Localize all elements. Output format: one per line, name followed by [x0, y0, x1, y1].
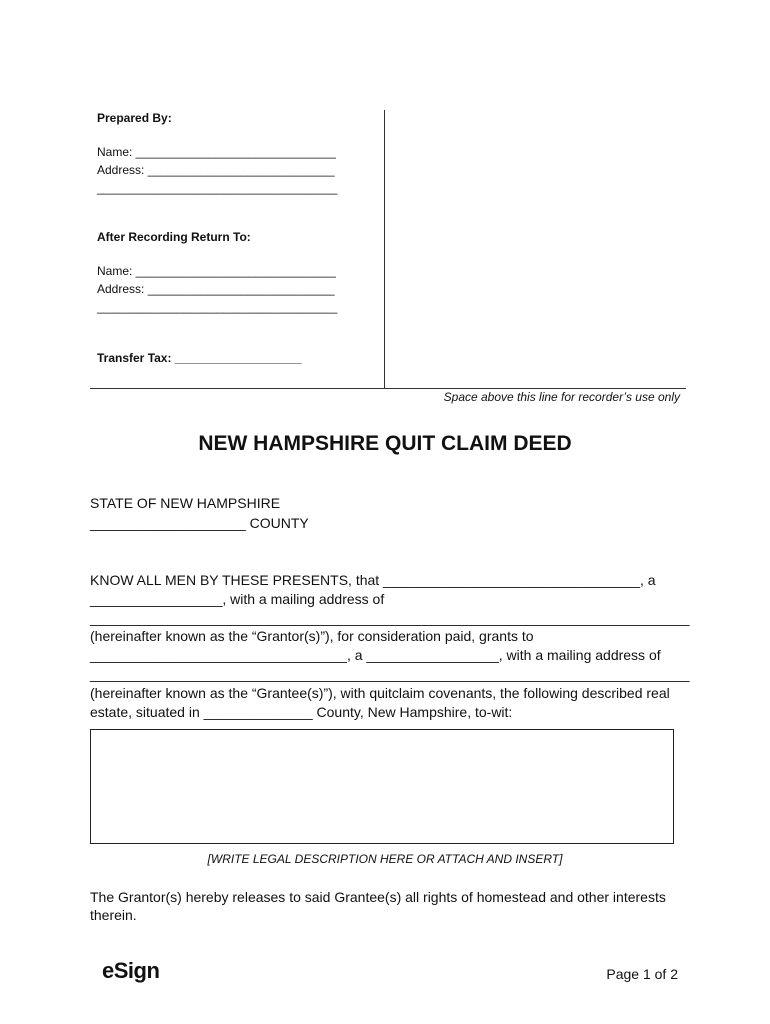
para-line: _________________________________, a _________________, with a mailing address of — [90, 647, 661, 663]
para-line: (hereinafter known as the “Grantee(s)”), with quitclaim covenants, the following described real — [90, 685, 670, 701]
para-line: (hereinafter known as the “Grantor(s)”), for consideration paid, grants to — [90, 628, 534, 644]
return-to-label: After Recording Return To: — [97, 230, 251, 244]
para-line: estate, situated in ______________ County, New Hampshire, to-wit: — [90, 704, 513, 720]
prepared-name-field[interactable]: Name: ______________________________ — [97, 145, 336, 159]
para-line: _________________, with a mailing address of — [90, 591, 385, 607]
release-line: therein. — [90, 907, 137, 923]
para-line: _____________________________________________________________________________ — [90, 666, 690, 682]
para-line: _____________________________________________________________________________ — [90, 610, 690, 626]
return-name-field[interactable]: Name: ______________________________ — [97, 264, 336, 278]
transfer-tax-field[interactable]: Transfer Tax: ___________________ — [97, 351, 302, 365]
prepared-address-field[interactable]: Address: ____________________________ — [97, 163, 335, 177]
recorder-divider-vertical — [384, 110, 385, 389]
prepared-address-line2-field[interactable]: ____________________________________ — [97, 181, 338, 195]
return-address-line2-field[interactable]: ____________________________________ — [97, 300, 338, 314]
legal-description-caption: [WRITE LEGAL DESCRIPTION HERE OR ATTACH AND INSERT] — [207, 852, 563, 866]
state-line: STATE OF NEW HAMPSHIRE — [90, 495, 281, 511]
return-address-field[interactable]: Address: ____________________________ — [97, 282, 335, 296]
prepared-by-label: Prepared By: — [97, 111, 172, 125]
release-line: The Grantor(s) hereby releases to said Grantee(s) all rights of homestead and other interests — [90, 889, 666, 905]
legal-description-box[interactable] — [90, 729, 674, 844]
county-field[interactable]: ____________________ COUNTY — [90, 515, 309, 531]
recorder-note: Space above this line for recorder’s use only — [443, 390, 680, 404]
para-line: KNOW ALL MEN BY THESE PRESENTS, that _________________________________, a — [90, 572, 656, 588]
document-title: NEW HAMPSHIRE QUIT CLAIM DEED — [198, 432, 572, 455]
page-number: Page 1 of 2 — [606, 966, 678, 982]
esign-logo: eSign — [102, 958, 160, 983]
recorder-divider-horizontal — [90, 388, 686, 389]
